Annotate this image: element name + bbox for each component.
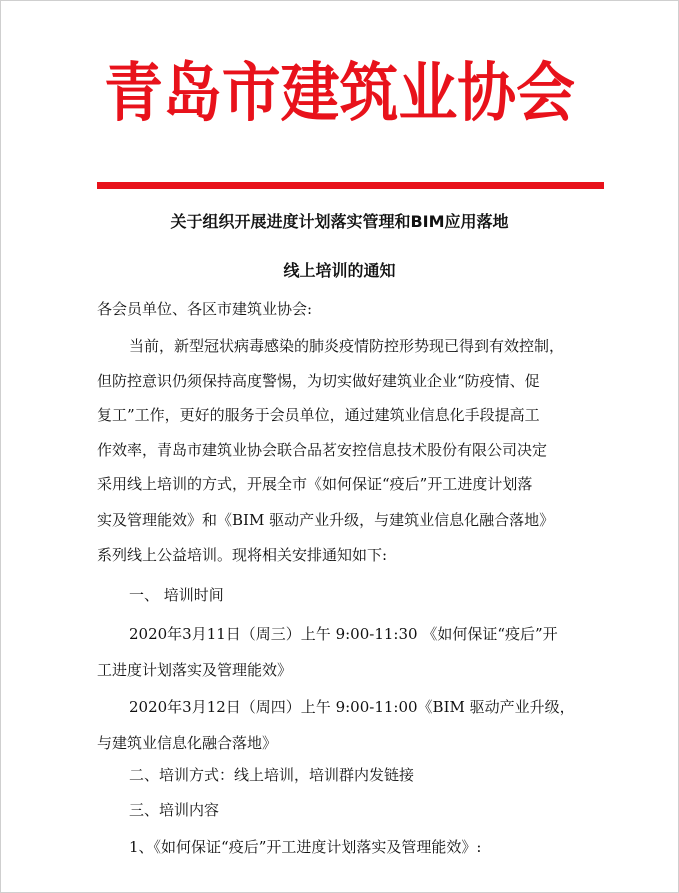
document-title-line-2: 线上培训的通知 <box>283 261 396 280</box>
letterhead-org-name: 青岛市建筑业协会 <box>103 57 576 131</box>
session-2-line-2: 与建筑业信息化融合落地》 <box>97 734 278 752</box>
session-1-line-1: 2020年3月11日（周三）上午 9:00-11:30 《如何保证“疫后”开 <box>129 625 558 643</box>
letterhead-red-rule <box>97 182 604 189</box>
intro-line: 作效率，青岛市建筑业协会联合品茗安控信息技术股份有限公司决定 <box>97 441 548 459</box>
salutation: 各会员单位、各区市建筑业协会: <box>97 300 313 318</box>
training-method: 二、培训方式：线上培训，培训群内发链接 <box>129 766 415 784</box>
intro-line: 系列线上公益培训。现将相关安排通知如下: <box>97 546 388 564</box>
training-content-heading: 三、培训内容 <box>129 801 220 819</box>
intro-line: 复工”工作，更好的服务于会员单位，通过建筑业信息化手段提高工 <box>97 406 540 424</box>
intro-line: 实及管理能效》和《BIM 驱动产业升级，与建筑业信息化融合落地》 <box>97 511 555 529</box>
intro-line: 当前，新型冠状病毒感染的肺炎疫情防控形势现已得到有效控制， <box>129 337 565 355</box>
session-2-line-1: 2020年3月12日（周四）上午 9:00-11:00《BIM 驱动产业升级， <box>129 698 575 716</box>
session-1-line-2: 工进度计划落实及管理能效》 <box>97 661 293 679</box>
training-time-heading: 一、 培训时间 <box>129 586 224 604</box>
content-item-1: 1、《如何保证“疫后”开工进度计划落实及管理能效》: <box>129 838 482 856</box>
intro-line: 采用线上培训的方式，开展全市《如何保证“疫后”开工进度计划落 <box>97 475 533 493</box>
document-title-line-1: 关于组织开展进度计划落实管理和BIM应用落地 <box>170 212 509 231</box>
intro-line: 但防控意识仍须保持高度警惕，为切实做好建筑业企业“防疫情、促 <box>97 372 540 390</box>
